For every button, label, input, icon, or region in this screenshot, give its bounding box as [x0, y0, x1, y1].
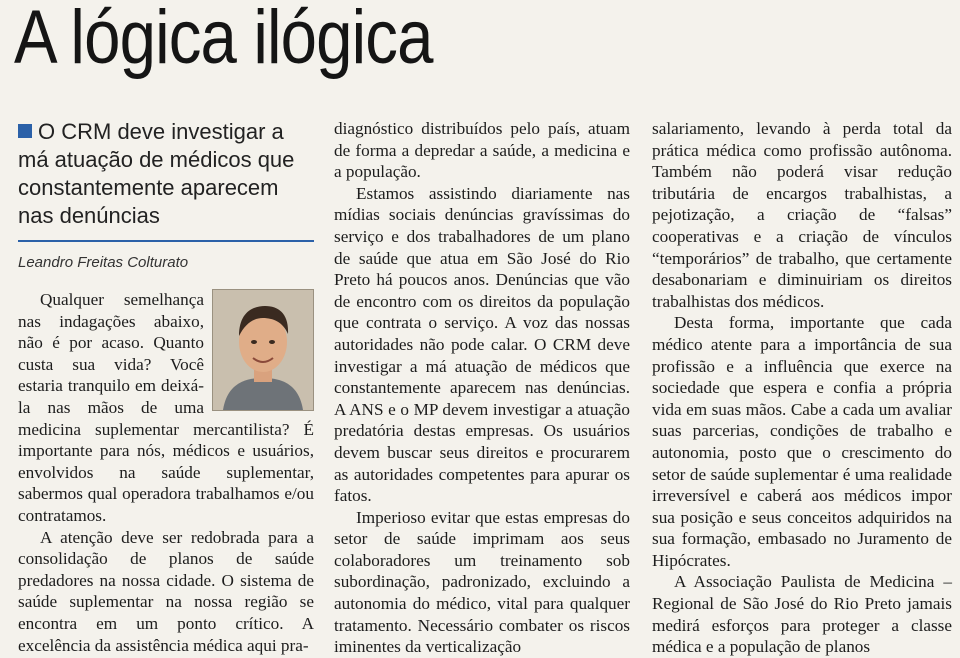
- body-text-column-1: [18, 289, 314, 656]
- body-text-column-3: [652, 118, 952, 658]
- byline: Leandro Freitas Colturato: [18, 254, 189, 271]
- paragraph: salariamento, levando à perda total da prática médica como profissão autônoma. Também não poderá visar redução tributária de encargos trabalhistas, a pejotização, a criação de “falsas” cooperativas e a criação de vínculos “temporários” de trabalho, que certamente desabonariam e diminuiriam os direitos trabalhistas dos médicos.: [652, 119, 952, 311]
- headline: A lógica ilógica: [14, 0, 433, 80]
- portrait-icon: [213, 290, 313, 410]
- dek: [18, 118, 314, 230]
- divider: [18, 240, 314, 242]
- dek-text: O CRM deve investigar a má atuação de médicos que constantemente aparecem nas denúncias: [18, 119, 295, 228]
- paragraph: Desta forma, importante que cada médico atente para a importância de sua profissão e a influência que exerce na sociedade que espera e confia a própria vida em suas mãos. Cabe a cada um avaliar suas parcerias, condições de trabalho e autonomia, posto que o crescimento do setor de saúde suplementar é uma realidade irreversível e caberá aos médicos impor sua posição e seus conceitos adquiridos na sua formação, embasado no Juramento de Hipócrates.: [652, 313, 952, 570]
- author-photo: [212, 289, 314, 411]
- square-bullet-icon: [18, 124, 32, 138]
- paragraph: Estamos assistindo diariamente nas mídias sociais denúncias gravíssimas do serviço e dos trabalhadores de um plano de saúde que atua em São José do Rio Preto há poucos anos. Denúncias que vão de encontro com os direitos da população que contrata o serviço. A voz das nossas autoridades não pode calar. O CRM deve investigar a má atuação de médicos que constantemente aparecem nas denúncias. A ANS e o MP devem investigar a atuação predatória destas empresas. Os usuários devem buscar seus direitos e procurarem as autoridades competentes para apurar os fatos.: [334, 183, 630, 506]
- paragraph: diagnóstico distribuídos pelo país, atuam de forma a depredar a saúde, a medicina e a população.: [334, 119, 630, 182]
- column-3: [652, 118, 952, 658]
- paragraph: A Associação Paulista de Medicina – Regional de São José do Rio Preto jamais medirá esforços para proteger a classe médica e a população de planos: [652, 572, 952, 657]
- paragraph: Qualquer semelhança nas indagações abaixo, não é por acaso. Quanto custa sua vida? Você estaria tranquilo em deixá-la nas mãos de uma medicina suplementar mercantilista? É importante para nós, médicos e usuários, envolvidos na saúde suplementar, sabermos qual operadora trabalhamos e/ou contratamos.: [18, 290, 314, 525]
- paragraph: A atenção deve ser redobrada para a consolidação de planos de saúde predadores na nossa cidade. O sistema de saúde suplementar na nossa região se encontra em um ponto crítico. A excelência da assistência médica aqui pra-: [18, 527, 314, 655]
- body-text-column-2: [334, 118, 630, 658]
- paragraph: Imperioso evitar que estas empresas do setor de saúde imprimam aos seus colaboradores um treinamento sob subordinação, padronizado, excluindo a autonomia do médico, vital para qualquer tratamento. Necessário combater os riscos iminentes da verticalização: [334, 507, 630, 657]
- column-1: [18, 118, 314, 656]
- column-2: [334, 118, 630, 658]
